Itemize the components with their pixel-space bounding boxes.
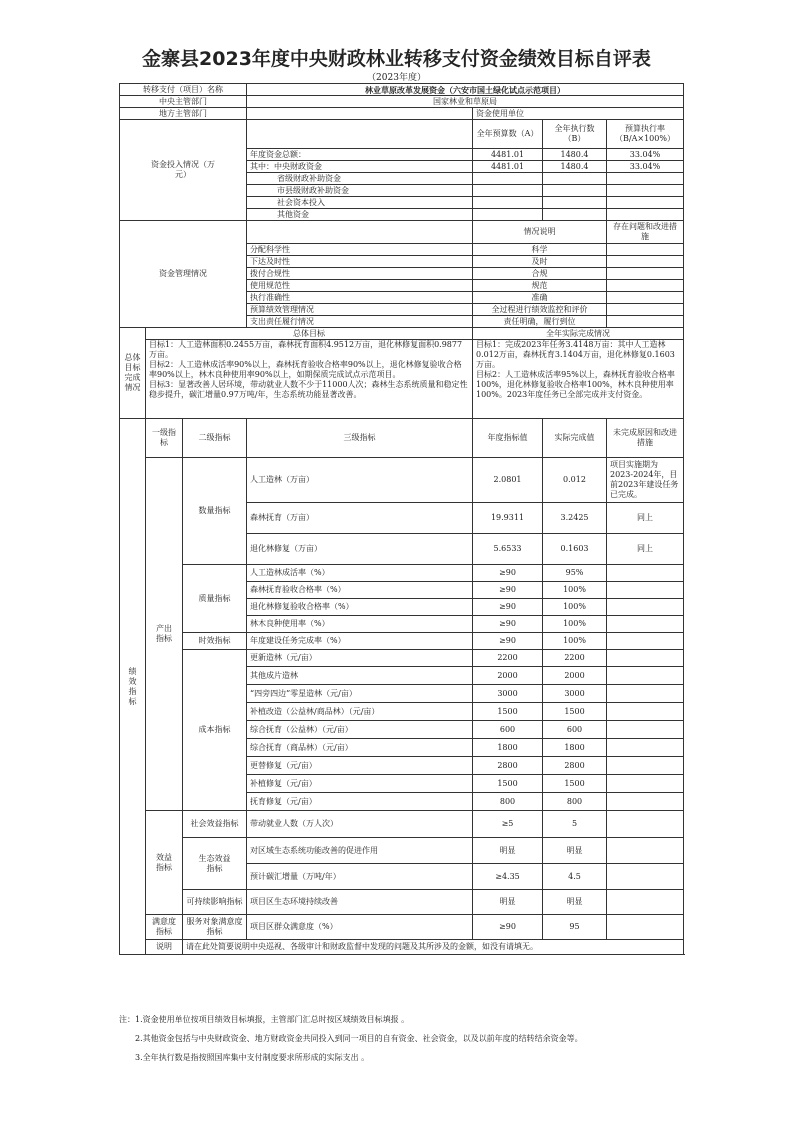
indicator-reason [607, 667, 684, 685]
indicator-actual: 100% [543, 599, 607, 616]
indicator-actual: 95% [543, 565, 607, 582]
management-row-desc: 规范 [473, 280, 607, 292]
sustainable-indicator-label: 可持续影响指标 [183, 890, 247, 915]
management-row-label: 使用规范性 [247, 280, 473, 292]
indicator-header-row [120, 419, 684, 458]
report-year: （2023年度） [367, 73, 426, 83]
funds-row-a: 4481.01 [473, 161, 543, 173]
local-dept-value [247, 108, 473, 120]
indicator-target: 2200 [473, 650, 543, 667]
funds-row-a [473, 197, 543, 209]
overall-header-row [120, 328, 684, 340]
indicator-reason [607, 890, 684, 915]
indicator-reason [607, 838, 684, 864]
indicator-reason [607, 582, 684, 599]
indicator-target: 1500 [473, 703, 543, 721]
quality-indicator-label: 质量指标 [183, 565, 247, 633]
management-row-issue [607, 268, 684, 280]
indicator-col-l2: 二级指标 [183, 419, 247, 458]
funds-row-b: 1480.4 [543, 149, 607, 161]
explain-text: 请在此处简要说明中央巡视、各级审计和财政监督中发现的问题及其所涉及的金额，如没有请填无。 [183, 940, 684, 955]
funds-header-row [120, 120, 684, 149]
funds-row-rate [607, 197, 684, 209]
indicator-row [120, 650, 684, 667]
fund-unit-label: 资金使用单位 [473, 108, 684, 120]
indicator-name: 人工造林成活率（%） [247, 565, 473, 582]
project-label: 转移支付（项目）名称 [120, 84, 247, 96]
indicator-reason [607, 811, 684, 838]
service-indicator-label: 服务对象满意度指标 [183, 915, 247, 940]
indicator-target: 3000 [473, 685, 543, 703]
indicator-actual: 4.5 [543, 864, 607, 890]
indicator-name: 退化林修复验收合格率（%） [247, 599, 473, 616]
indicator-row [120, 838, 684, 864]
footnote-2: 2.其他资金包括与中央财政资金、地方财政资金共同投入到同一项目的自有资金、社会资金，以及以前年度的结转结余资金等。 [135, 1034, 583, 1043]
indicator-reason [607, 739, 684, 757]
management-row-desc: 全过程进行绩效监控和评价 [473, 304, 607, 316]
management-row-issue [607, 316, 684, 328]
management-row-desc: 合规 [473, 268, 607, 280]
footnotes [119, 1014, 699, 1071]
indicator-reason [607, 650, 684, 667]
management-row-issue [607, 256, 684, 268]
indicator-name: 对区域生态系统功能改善的促进作用 [247, 838, 473, 864]
indicator-row [120, 458, 684, 503]
indicator-row [120, 633, 684, 650]
management-row-label: 执行准确性 [247, 292, 473, 304]
indicator-name: 其他成片造林 [247, 667, 473, 685]
management-row-desc: 及时 [473, 256, 607, 268]
indicator-target: 2800 [473, 757, 543, 775]
indicator-name: 预计碳汇增量（万吨/年） [247, 864, 473, 890]
indicator-actual: 600 [543, 721, 607, 739]
indicator-target: 1500 [473, 775, 543, 793]
indicator-name: 年度建设任务完成率（%） [247, 633, 473, 650]
indicator-target: ≥4.35 [473, 864, 543, 890]
indicator-name: 综合抚育（公益林）（元/亩） [247, 721, 473, 739]
indicator-name: 林木良种使用率（%） [247, 616, 473, 633]
indicator-name: 带动就业人数（万人次） [247, 811, 473, 838]
management-row-issue [607, 280, 684, 292]
quantity-indicator-label: 数量指标 [183, 458, 247, 565]
indicator-actual: 5 [543, 811, 607, 838]
funds-row-b [543, 173, 607, 185]
indicator-target: ≥5 [473, 811, 543, 838]
project-value: 林业草原改革发展资金（六安市国土绿化试点示范项目） [247, 84, 684, 96]
indicator-actual: 3000 [543, 685, 607, 703]
indicator-actual: 0.1603 [543, 534, 607, 565]
indicator-target: ≥90 [473, 915, 543, 940]
indicator-section-label: 绩效指标 [120, 419, 146, 955]
indicator-name: 补植改造（公益林/商品林）（元/亩） [247, 703, 473, 721]
funds-row-a [473, 185, 543, 197]
indicator-name: 补植修复（元/亩） [247, 775, 473, 793]
management-row-issue [607, 304, 684, 316]
funds-row-rate: 33.04% [607, 149, 684, 161]
management-row-label: 拨付合规性 [247, 268, 473, 280]
indicator-actual: 1500 [543, 775, 607, 793]
indicator-target: 明显 [473, 890, 543, 915]
explain-row [120, 940, 684, 955]
indicator-reason: 同上 [607, 503, 684, 534]
project-row [120, 84, 684, 96]
funds-row-label: 其中：中央财政资金 [247, 161, 473, 173]
indicator-target: 明显 [473, 838, 543, 864]
management-header-row [120, 221, 684, 244]
indicator-reason [607, 703, 684, 721]
evaluation-table [119, 83, 684, 955]
local-dept-label: 地方主管部门 [120, 108, 247, 120]
overall-col-done: 全年实际完成情况 [473, 328, 684, 340]
indicator-target: 19.9311 [473, 503, 543, 534]
funds-row-label: 年度资金总额： [247, 149, 473, 161]
management-row-label: 下达及时性 [247, 256, 473, 268]
footnote-1: 注：1.资金使用单位按项目绩效目标填报，主管部门汇总时按区域绩效目标填报 。 [119, 1015, 410, 1024]
funds-row-label: 省级财政补助资金 [247, 173, 473, 185]
funds-row-a [473, 173, 543, 185]
indicator-col-actual: 实际完成值 [543, 419, 607, 458]
funds-row-b [543, 209, 607, 221]
local-dept-row [120, 108, 684, 120]
indicator-col-reason: 未完成原因和改进措施 [607, 419, 684, 458]
overall-done-text: 目标1：完成2023年任务3.4148万亩：其中人工造林0.012万亩，森林抚育3.1404万亩，退化林修复0.1603万亩。 目标2：人工造林成活率95%以上，森林抚育验收合格率100%，退化林修复验收合格率100%，林木良种使用率100%。2023年度任务已全部完成并支付资金。 [473, 340, 684, 419]
indicator-target: 2000 [473, 667, 543, 685]
output-indicator-label: 产出指标 [146, 458, 183, 811]
indicator-reason: 同上 [607, 534, 684, 565]
indicator-name: “四旁四边”零星造林（元/亩） [247, 685, 473, 703]
footnote-3: 3.全年执行数是指按照国库集中支付制度要求所形成的实际支出 。 [135, 1053, 370, 1062]
management-row-issue [607, 292, 684, 304]
indicator-target: ≥90 [473, 599, 543, 616]
indicator-name: 项目区群众满意度（%） [247, 915, 473, 940]
indicator-reason [607, 721, 684, 739]
overall-section-label: 总体目标完成情况 [120, 328, 146, 419]
indicator-reason [607, 599, 684, 616]
effect-indicator-label: 效益指标 [146, 811, 183, 915]
overall-goal-text: 目标1：人工造林面积0.2455万亩，森林抚育面积4.9512万亩，退化林修复面积0.9877万亩。 目标2：人工造林成活率90%以上，森林抚育验收合格率90%以上，退化林修复验收合格率90%以上，林木良种使用率90%以上，如期保质完成试点示范项目。 目标3：显著改善人居环境，带动就业人数不少于11000人次；森林生态系统质量和稳定性稳步提升，碳汇增量0.97万吨/年，生态系统功能显著改善。 [146, 340, 473, 419]
management-row-label: 分配科学性 [247, 244, 473, 256]
indicator-row [120, 890, 684, 915]
management-col-issue: 存在问题和改进措施 [607, 221, 684, 244]
management-row-label: 支出责任履行情况 [247, 316, 473, 328]
ecological-indicator-label: 生态效益指标 [183, 838, 247, 890]
indicator-reason [607, 915, 684, 940]
management-row-desc: 准确 [473, 292, 607, 304]
management-row-label: 预算绩效管理情况 [247, 304, 473, 316]
funds-section-label: 资金投入情况（万元） [120, 120, 247, 221]
indicator-actual: 2000 [543, 667, 607, 685]
funds-col-a: 全年预算数（A） [473, 120, 543, 149]
indicator-actual: 2200 [543, 650, 607, 667]
funds-row-label: 社会资本投入 [247, 197, 473, 209]
indicator-col-l1: 一级指标 [146, 419, 183, 458]
indicator-col-l3: 三级指标 [247, 419, 473, 458]
indicator-name: 更新造林（元/亩） [247, 650, 473, 667]
indicator-target: 5.6533 [473, 534, 543, 565]
indicator-row [120, 915, 684, 940]
funds-row-b: 1480.4 [543, 161, 607, 173]
central-dept-row [120, 96, 684, 108]
indicator-name: 综合抚育（商品林）（元/亩） [247, 739, 473, 757]
indicator-reason [607, 864, 684, 890]
indicator-target: ≥90 [473, 616, 543, 633]
funds-row-label: 市县级财政补助资金 [247, 185, 473, 197]
indicator-name: 抚育修复（元/亩） [247, 793, 473, 811]
indicator-name: 森林抚育（万亩） [247, 503, 473, 534]
indicator-actual: 95 [543, 915, 607, 940]
indicator-col-target: 年度指标值 [473, 419, 543, 458]
timeliness-indicator-label: 时效指标 [183, 633, 247, 650]
funds-row-rate [607, 185, 684, 197]
indicator-actual: 明显 [543, 890, 607, 915]
indicator-target: 600 [473, 721, 543, 739]
indicator-target: 800 [473, 793, 543, 811]
indicator-actual: 1800 [543, 739, 607, 757]
indicator-actual: 1500 [543, 703, 607, 721]
cost-indicator-label: 成本指标 [183, 650, 247, 811]
indicator-reason [607, 757, 684, 775]
funds-col-b: 全年执行数（B） [543, 120, 607, 149]
central-dept-value: 国家林业和草原局 [247, 96, 684, 108]
social-indicator-label: 社会效益指标 [183, 811, 247, 838]
management-row-desc: 科学 [473, 244, 607, 256]
indicator-reason [607, 616, 684, 633]
indicator-reason [607, 685, 684, 703]
funds-row-label: 其他资金 [247, 209, 473, 221]
funds-row-b [543, 185, 607, 197]
management-col-desc: 情况说明 [473, 221, 607, 244]
indicator-target: ≥90 [473, 633, 543, 650]
funds-col-rate: 预算执行率（B/A×100%） [607, 120, 684, 149]
funds-row-rate [607, 209, 684, 221]
indicator-row [120, 811, 684, 838]
indicator-target: 1800 [473, 739, 543, 757]
funds-row-b [543, 197, 607, 209]
central-dept-label: 中央主管部门 [120, 96, 247, 108]
overall-content-row [120, 340, 684, 419]
indicator-actual: 0.012 [543, 458, 607, 503]
indicator-actual: 2800 [543, 757, 607, 775]
indicator-name: 退化林修复（万亩） [247, 534, 473, 565]
indicator-actual: 100% [543, 633, 607, 650]
page-title: 金寨县2023年度中央财政林业转移支付资金绩效目标自评表 [142, 48, 651, 70]
management-header-blank [247, 221, 473, 244]
indicator-actual: 100% [543, 582, 607, 599]
indicator-row [120, 565, 684, 582]
management-section-label: 资金管理情况 [120, 221, 247, 328]
overall-col-goal: 总体目标 [146, 328, 473, 340]
indicator-reason: 项目实施期为2023-2024年，目前2023年建设任务已完成。 [607, 458, 684, 503]
funds-header-blank [247, 120, 473, 149]
indicator-reason [607, 565, 684, 582]
indicator-target: 2.0801 [473, 458, 543, 503]
indicator-name: 项目区生态环境持续改善 [247, 890, 473, 915]
indicator-actual: 800 [543, 793, 607, 811]
funds-row-rate: 33.04% [607, 161, 684, 173]
funds-row-a: 4481.01 [473, 149, 543, 161]
indicator-target: ≥90 [473, 582, 543, 599]
management-row-desc: 责任明确，履行到位 [473, 316, 607, 328]
indicator-name: 更替修复（元/亩） [247, 757, 473, 775]
management-row-issue [607, 244, 684, 256]
indicator-actual: 明显 [543, 838, 607, 864]
indicator-name: 森林抚育验收合格率（%） [247, 582, 473, 599]
indicator-reason [607, 775, 684, 793]
satisfaction-indicator-label: 满意度指标 [146, 915, 183, 940]
indicator-actual: 100% [543, 616, 607, 633]
funds-row-rate [607, 173, 684, 185]
indicator-name: 人工造林（万亩） [247, 458, 473, 503]
explain-label: 说明 [146, 940, 183, 955]
indicator-reason [607, 793, 684, 811]
indicator-actual: 3.2425 [543, 503, 607, 534]
funds-row-a [473, 209, 543, 221]
indicator-reason [607, 633, 684, 650]
indicator-target: ≥90 [473, 565, 543, 582]
